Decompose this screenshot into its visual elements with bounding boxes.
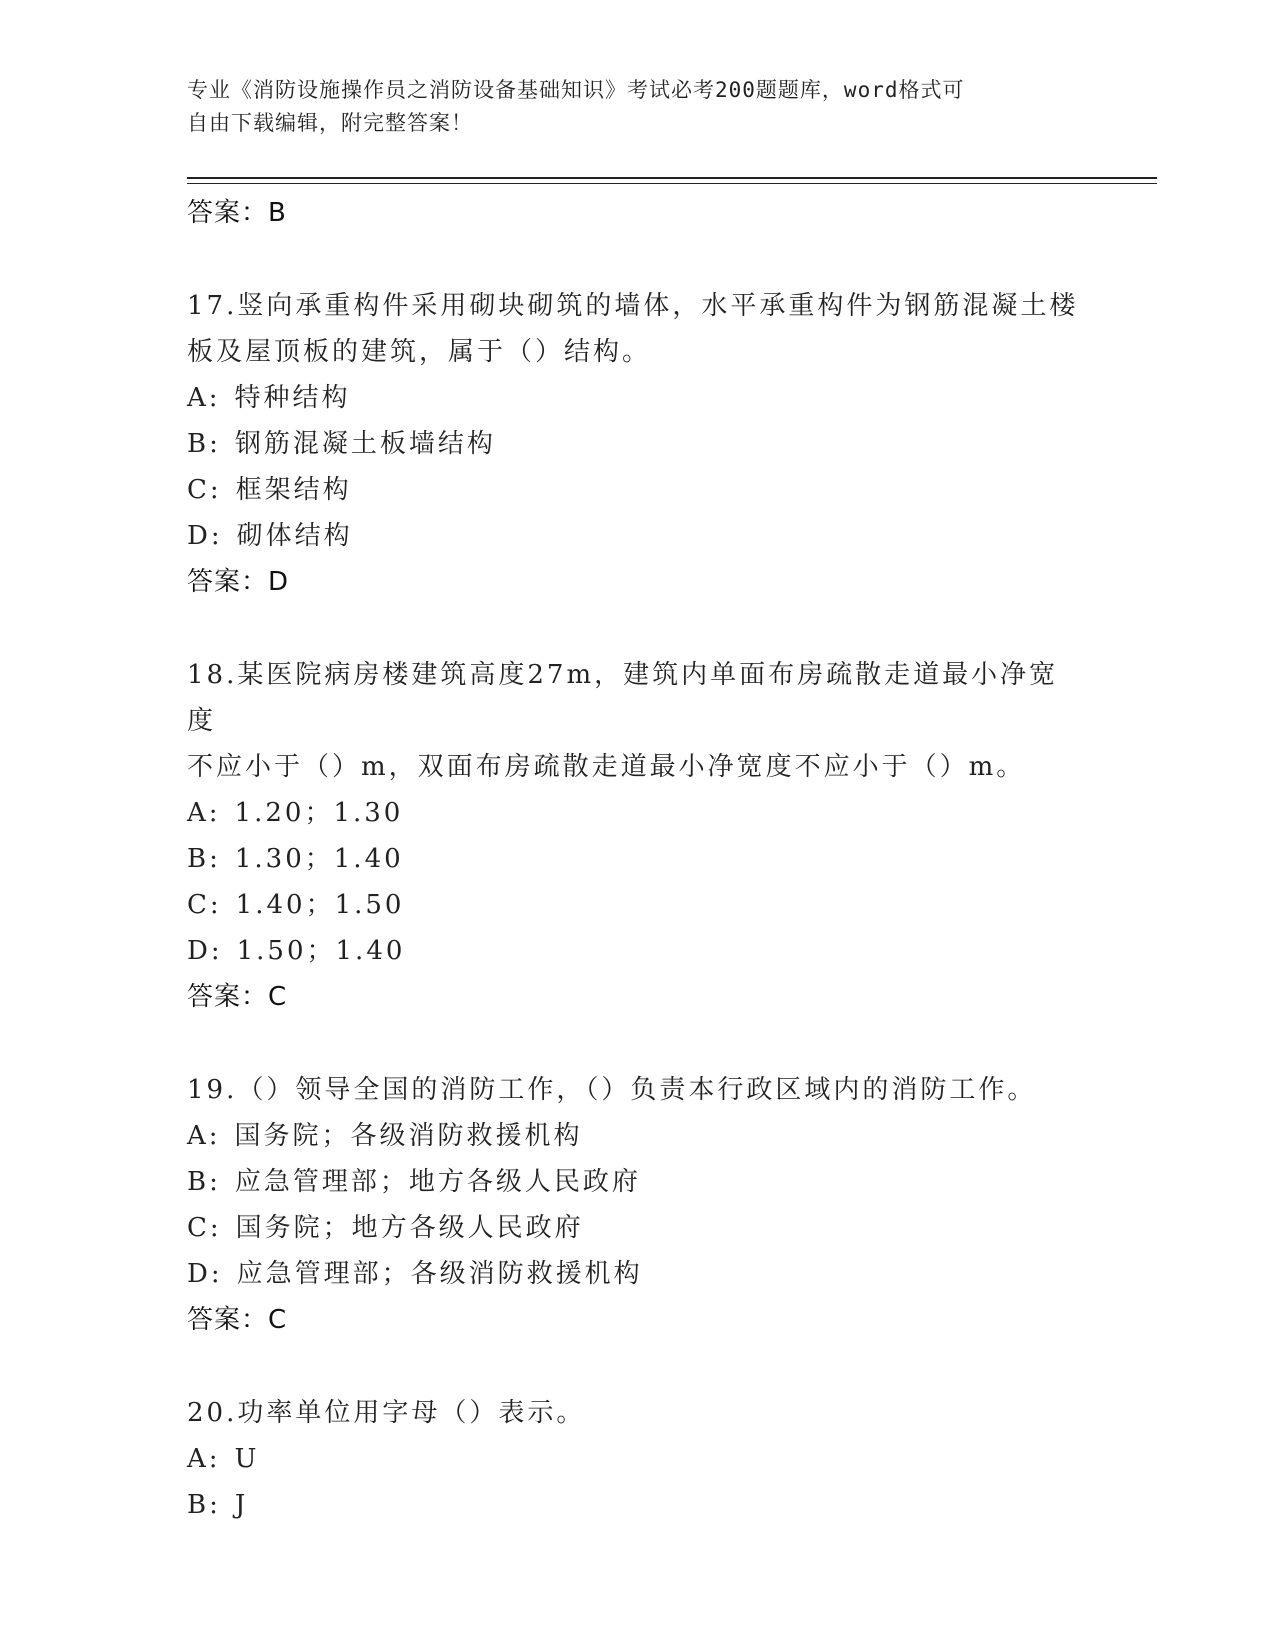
question-text: 竖向承重构件采用砌块砌筑的墙体，水平承重构件为钢筋混凝土楼	[237, 291, 1079, 321]
option-text: 钢筋混凝土板墙结构	[234, 429, 496, 459]
option-d	[187, 928, 1087, 974]
question-stem-continued: 板及屋顶板的建筑，属于（）结构。	[187, 337, 652, 367]
question-number: 19.	[187, 1075, 238, 1105]
question-number: 18.	[187, 660, 238, 690]
option-c	[187, 1205, 1087, 1251]
option-separator: :	[209, 475, 222, 505]
option-letter: A	[187, 1121, 209, 1151]
question-19	[187, 1067, 1087, 1343]
option-separator: :	[208, 1121, 221, 1151]
header-line-1: 专业《消防设施操作员之消防设备基础知识》考试必考200题题库，word格式可	[187, 78, 965, 102]
option-letter: C	[187, 475, 210, 505]
question-number: 20.	[187, 1398, 238, 1428]
option-a	[187, 1436, 1087, 1482]
option-text: 特种结构	[234, 383, 351, 413]
option-d	[187, 513, 1087, 559]
option-b	[187, 836, 1087, 882]
option-separator: :	[210, 936, 223, 966]
document-body	[187, 190, 1087, 1528]
question-stem-continued: 不应小于（）m，双面布房疏散走道最小净宽度不应小于（）m。	[187, 752, 1026, 782]
option-text: 1.20；1.30	[234, 798, 404, 828]
option-text: J	[234, 1490, 249, 1520]
option-a	[187, 1113, 1087, 1159]
option-c	[187, 467, 1087, 513]
option-a	[187, 375, 1087, 421]
option-b	[187, 421, 1087, 467]
option-b	[187, 1159, 1087, 1205]
option-separator: :	[208, 383, 221, 413]
option-b	[187, 1482, 1087, 1528]
question-17	[187, 283, 1087, 605]
option-separator: :	[209, 429, 221, 459]
option-letter: D	[187, 936, 211, 966]
question-answer	[187, 974, 1087, 1020]
question-text: 功率单位用字母（）表示。	[237, 1398, 586, 1428]
question-text: （）领导全国的消防工作，（）负责本行政区域内的消防工作。	[237, 1075, 1037, 1105]
option-d	[187, 1251, 1087, 1297]
question-answer	[187, 559, 1087, 605]
question-18	[187, 652, 1087, 1020]
option-letter: A	[187, 383, 209, 413]
option-text: 国务院；地方各级人民政府	[235, 1213, 584, 1243]
option-letter: B	[187, 429, 210, 459]
option-letter: A	[187, 1444, 209, 1474]
question-20	[187, 1390, 1087, 1528]
answer-value: C	[268, 982, 288, 1012]
option-c	[187, 882, 1087, 928]
option-letter: C	[187, 890, 210, 920]
option-text: 应急管理部；各级消防救援机构	[236, 1259, 643, 1289]
answer-label: 答案：	[187, 198, 269, 228]
previous-answer	[187, 190, 1087, 236]
answer-label: 答案：	[187, 1305, 269, 1335]
question-stem	[187, 283, 1087, 329]
answer-value: D	[268, 567, 290, 597]
option-text: U	[234, 1444, 260, 1474]
question-stem	[187, 652, 1087, 744]
option-separator: :	[208, 1444, 221, 1474]
option-letter: D	[187, 1259, 211, 1289]
header-rule-thick	[187, 177, 1157, 179]
question-answer	[187, 1297, 1087, 1343]
option-text: 应急管理部；地方各级人民政府	[234, 1167, 641, 1197]
option-letter: A	[187, 798, 209, 828]
option-text: 国务院；各级消防救援机构	[234, 1121, 583, 1151]
option-text: 1.40；1.50	[235, 890, 405, 920]
answer-value: C	[268, 1305, 288, 1335]
option-text: 1.30；1.40	[234, 844, 404, 874]
answer-value: B	[268, 198, 287, 228]
option-letter: B	[187, 1490, 210, 1520]
option-a	[187, 790, 1087, 836]
option-separator: :	[210, 521, 223, 551]
header-line-2: 自由下载编辑，附完整答案！	[187, 111, 473, 135]
option-letter: D	[187, 521, 211, 551]
option-separator: :	[209, 844, 221, 874]
option-separator: :	[209, 1167, 221, 1197]
question-number: 17.	[187, 291, 238, 321]
option-letter: B	[187, 1167, 210, 1197]
question-stem	[187, 1067, 1087, 1113]
question-text: 某医院病房楼建筑高度27m，建筑内单面布房疏散走道最小净宽度	[187, 660, 1059, 736]
option-separator: :	[209, 890, 222, 920]
question-stem	[187, 1390, 1087, 1436]
option-separator: :	[209, 1490, 221, 1520]
header-rule-thin	[187, 183, 1157, 184]
option-letter: C	[187, 1213, 210, 1243]
option-text: 1.50；1.40	[236, 936, 406, 966]
answer-label: 答案：	[187, 567, 269, 597]
option-text: 砌体结构	[236, 521, 353, 551]
option-letter: B	[187, 844, 210, 874]
document-header	[187, 74, 1067, 140]
option-separator: :	[208, 798, 221, 828]
option-separator: :	[209, 1213, 222, 1243]
option-separator: :	[210, 1259, 223, 1289]
option-text: 框架结构	[235, 475, 352, 505]
answer-label: 答案：	[187, 982, 269, 1012]
